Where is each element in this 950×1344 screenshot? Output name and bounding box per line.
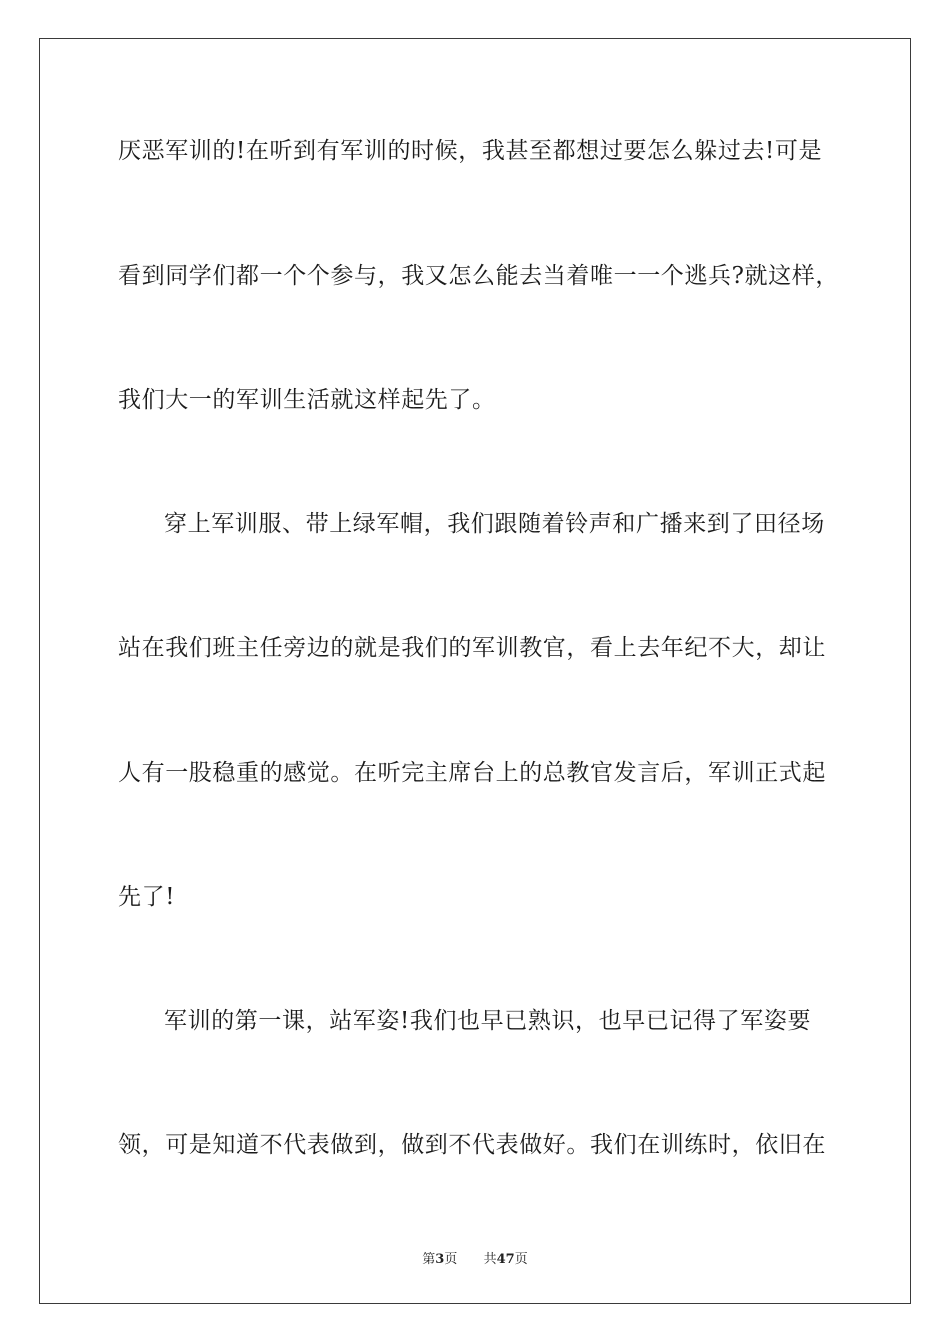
page-number: 3: [435, 1252, 445, 1267]
body-line-2: 看到同学们都一个个参与，我又怎么能去当着唯一一个逃兵?就这样，: [118, 263, 839, 289]
body-line-1: 厌恶军训的!在听到有军训的时候，我甚至都想过要怎么躲过去!可是: [118, 138, 823, 164]
page-label-suffix: 页: [444, 1252, 458, 1267]
body-line-6: 人有一股稳重的感觉。在听完主席台上的总教官发言后，军训正式起: [118, 760, 826, 786]
body-line-5: 站在我们班主任旁边的就是我们的军训教官，看上去年纪不大，却让: [118, 635, 826, 661]
page-footer: [0, 1248, 950, 1267]
body-line-4: 穿上军训服、带上绿军帽，我们跟随着铃声和广播来到了田径场: [164, 511, 825, 537]
total-label-prefix: 共: [483, 1252, 497, 1267]
page-label-prefix: 第: [422, 1252, 436, 1267]
body-line-9: 领，可是知道不代表做到，做到不代表做好。我们在训练时，依旧在: [118, 1132, 826, 1158]
page-border: [39, 38, 911, 1304]
body-line-3: 我们大一的军训生活就这样起先了。: [118, 387, 496, 413]
total-label-suffix: 页: [514, 1252, 528, 1267]
body-line-7: 先了!: [118, 884, 176, 910]
total-pages: 47: [496, 1252, 515, 1267]
body-line-8: 军训的第一课，站军姿!我们也早已熟识，也早已记得了军姿要: [164, 1008, 812, 1034]
